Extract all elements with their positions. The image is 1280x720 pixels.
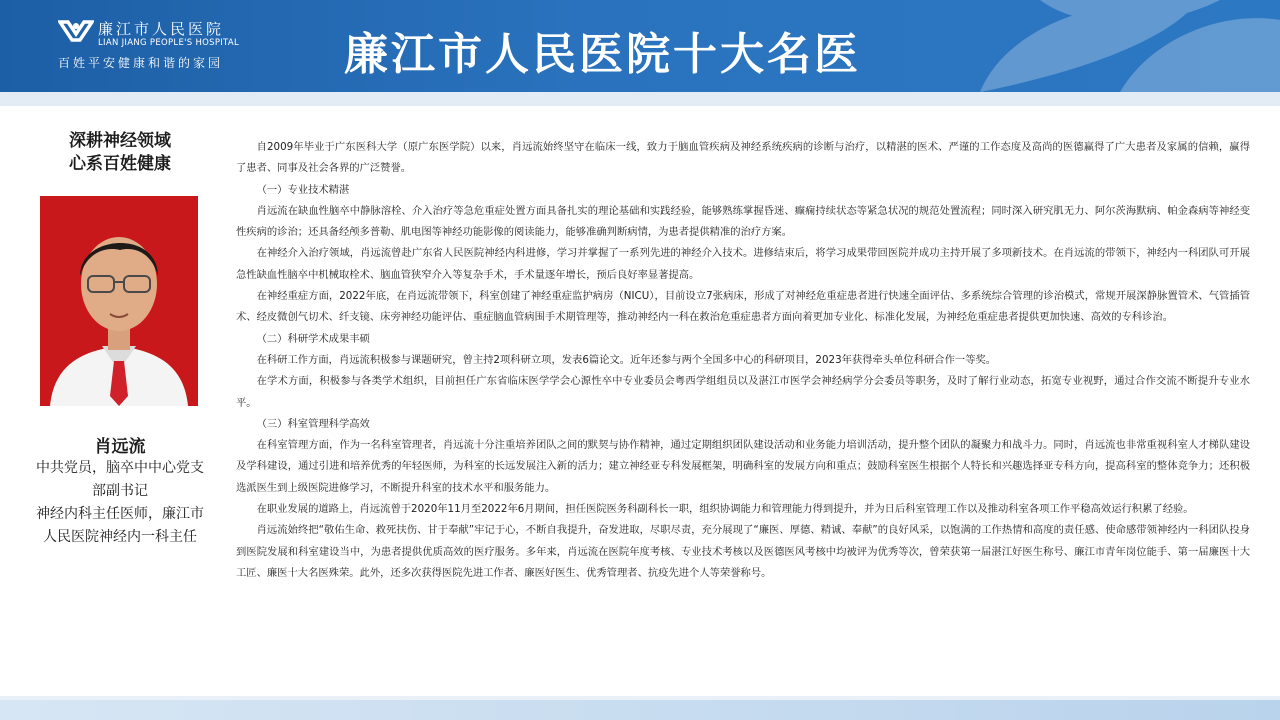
- doctor-title-position: 神经内科主任医师，廉江市人民医院神经内一科主任: [36, 506, 204, 545]
- doctor-biography: [236, 137, 1250, 584]
- doctor-title-party: 中共党员，脑卒中中心党支部副书记: [36, 460, 204, 499]
- bio-paragraph: 在职业发展的道路上，肖远流曾于2020年11月至2022年6月期间，担任医院医务科副科长一职，组织协调能力和管理能力得到提升，并为日后科室管理工作以及推动科室各项工作平稳高效运行积累了经验。: [256, 503, 1194, 516]
- header-banner: [0, 0, 1280, 92]
- hospital-logo-icon: [58, 18, 94, 44]
- bio-paragraph: 在神经重症方面，2022年底，在肖远流带领下，科室创建了神经重症监护病房（NICU），目前设立7张病床，形成了对神经危重症患者进行快速全面评估、多系统综合管理的诊治模式，常规开展深静脉置管术、气管插管术、经皮微创气切术、纤支镜、床旁神经功能评估、重症脑血管病围手术期管理等，推动神经内一科在救治危重症患者方面向着更加专业化、标准化发展，为神经危重症患者提供更加快速、高效的专科诊治。: [236, 290, 1250, 324]
- motto-line-2: 心系百姓健康: [69, 154, 171, 174]
- ginkgo-leaf-decoration: [860, 0, 1280, 92]
- hospital-name-en: LIAN JIANG PEOPLE'S HOSPITAL: [98, 38, 240, 48]
- doctor-photo: [40, 196, 198, 406]
- section-heading-research: （二）科研学术成果丰硕: [256, 332, 370, 345]
- footer-band: [0, 700, 1280, 720]
- doctor-portrait-illustration: [40, 196, 198, 406]
- doctor-profile-column: [30, 130, 210, 545]
- hospital-logo: [58, 16, 258, 76]
- doctor-titles: [36, 457, 204, 549]
- bio-paragraph: 在科室管理方面，作为一名科室管理者，肖远流十分注重培养团队之间的默契与协作精神，通过定期组织团队建设活动和业务能力培训活动，提升整个团队的凝聚力和战斗力。同时，肖远流也非常重视科室人才梯队建设及学科建设，通过引进和培养优秀的年轻医师，为科室的长远发展注入新的活力；建立神经亚专科发展框架，明确科室的发展方向和重点；鼓励科室医生根据个人特长和兴趣选择亚专科方向，提高科室的整体竞争力；还积极选派医生到上级医院进修学习，不断提升科室的技术水平和服务能力。: [236, 439, 1250, 494]
- bio-paragraph: 在科研工作方面，肖远流积极参与课题研究，曾主持2项科研立项，发表6篇论文。近年还参与两个全国多中心的科研项目，2023年获得牵头单位科研合作一等奖。: [256, 353, 997, 366]
- hospital-name-cn: 廉江市人民医院: [98, 20, 225, 38]
- bio-paragraph: 在学术方面，积极参与各类学术组织，目前担任广东省临床医学学会心源性卒中专业委员会粤西学组组员以及湛江市医学会神经病学分会委员等职务，及时了解行业动态，拓宽专业视野，通过合作交流不断提升专业水平。: [236, 375, 1250, 409]
- section-heading-management: （三）科室管理科学高效: [256, 417, 370, 430]
- bio-paragraph: 在神经介入治疗领域，肖远流曾赴广东省人民医院神经内科进修，学习并掌握了一系列先进的神经介入技术。进修结束后，将学习成果带回医院并成功主持开展了多项新技术。在肖远流的带领下，神经内一科团队可开展急性缺血性脑卒中机械取栓术、脑血管狭窄介入等复杂手术，手术量逐年增长，预后良好率显著提高。: [236, 247, 1250, 281]
- header-divider-strip: [0, 92, 1280, 106]
- bio-paragraph: 肖远流始终把“敬佑生命、救死扶伤、甘于奉献”牢记于心，不断自我提升，奋发进取，尽职尽责，充分展现了“廉医、厚德、精诚、奉献”的良好风采，以饱满的工作热情和高度的责任感、使命感带领神经内一科团队投身到医院发展和科室建设当中，为患者提供优质高效的医疗服务。多年来，肖远流在医院年度考核、专业技术考核以及医德医风考核中均被评为优秀等次，曾荣获第一届湛江好医生称号、廉江市青年岗位能手、第一届廉医十大工匠、廉医十大名医殊荣。此外，还多次获得医院先进工作者、廉医好医生、优秀管理者、抗疫先进个人等荣誉称号。: [236, 524, 1250, 579]
- bio-paragraph: 肖远流在缺血性脑卒中静脉溶栓、介入治疗等急危重症处置方面具备扎实的理论基础和实践经验，能够熟练掌握昏迷、癫痫持续状态等紧急状况的规范处置流程；同时深入研究肌无力、阿尔茨海默病、帕金森病等神经变性疾病的诊治；还具备经颅多普勒、肌电图等神经功能影像的阅读能力，能够准确判断病情，为患者提供精准的治疗方案。: [236, 204, 1250, 239]
- doctor-name: 肖远流: [94, 437, 146, 457]
- motto-line-1: 深耕神经领域: [69, 131, 171, 151]
- section-heading-technique: （一）专业技术精湛: [256, 183, 350, 196]
- bio-intro: 自2009年毕业于广东医科大学（原广东医学院）以来，肖远流始终坚守在临床一线，致力于脑血管疾病及神经系统疾病的诊断与治疗，以精湛的医术、严谨的工作态度及高尚的医德赢得了广大患者及家属的信赖，赢得了患者、同事及社会各界的广泛赞誉。: [236, 141, 1250, 175]
- page-title: 廉江市人民医院十大名医: [344, 29, 861, 80]
- hospital-slogan: 百姓平安健康和谐的家园: [58, 56, 224, 70]
